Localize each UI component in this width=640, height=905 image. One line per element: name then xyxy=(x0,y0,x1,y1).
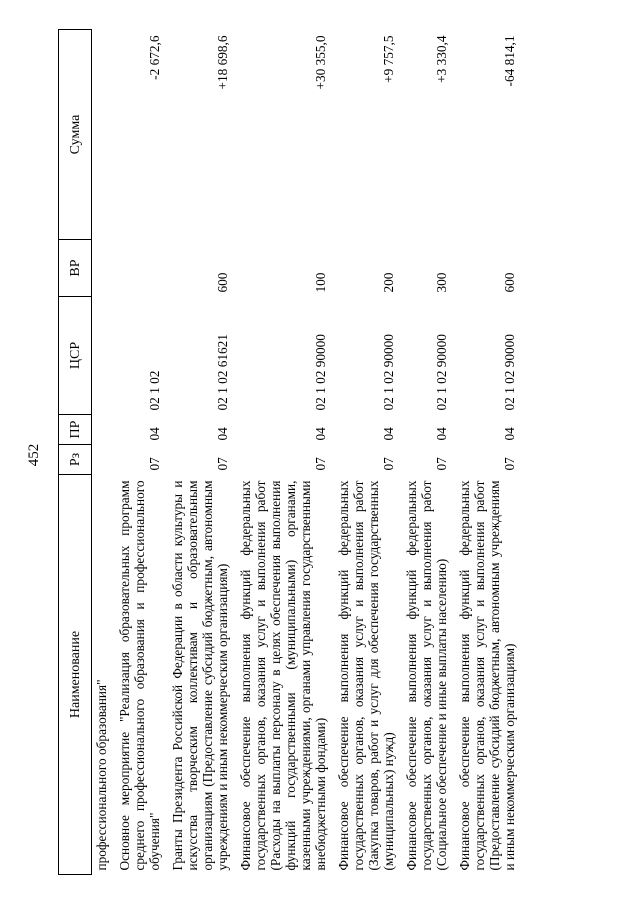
row-csr: 02 1 02 61621 xyxy=(215,334,230,411)
row-vr: 200 xyxy=(381,272,396,293)
header-vr: ВР xyxy=(59,240,92,297)
header-sum: Сумма xyxy=(59,30,92,240)
table-row xyxy=(451,30,519,875)
page-number: 452 xyxy=(26,443,42,467)
table-row xyxy=(111,30,164,875)
header-name: Наименование xyxy=(59,475,92,875)
header-rz: Рз xyxy=(59,445,92,475)
row-name: Финансовое обеспечение выполнения функций федеральных государственных органов, оказания услуг и выполнения работ (Закупка товаров, работ и услуг для обеспечения государственных (муниципальных) нужд) xyxy=(336,480,396,871)
budget-table xyxy=(58,29,519,875)
row-name: Финансовое обеспечение выполнения функций федеральных государственных органов, оказания услуг и выполнения работ (Расходы на выплаты персоналу в целях обеспечения выполнения функций государственными (муниципальными) органами, казенными учреждениями, органами управления государственными внебюджетными фондами) xyxy=(238,480,328,871)
row-pr: 04 xyxy=(381,427,396,441)
row-vr: 100 xyxy=(313,272,328,293)
table-row xyxy=(330,30,398,875)
row-sum: +30 355,0 xyxy=(313,35,328,90)
row-csr: 02 1 02 xyxy=(147,370,162,411)
row-pr: 04 xyxy=(147,427,162,441)
row-name: Основное мероприятие "Реализация образовательных программ среднего профессионального образования и профессионального обучения" xyxy=(117,480,162,871)
row-name: Финансовое обеспечение выполнения функций федеральных государственных органов, оказания услуг и выполнения работ (Предоставление субсидий бюджетным, автономным учреждениям и иным некоммерческим организациям) xyxy=(457,480,517,871)
row-vr: 300 xyxy=(434,272,449,293)
row-vr xyxy=(111,240,164,297)
header-csr: ЦСР xyxy=(59,297,92,415)
row-csr: 02 1 02 90000 xyxy=(434,334,449,411)
table-row xyxy=(164,30,232,875)
row-rz: 07 xyxy=(313,457,328,471)
row-rz: 07 xyxy=(434,457,449,471)
continuation-text: профессионального образования" xyxy=(94,679,109,871)
table-row xyxy=(398,30,451,875)
row-pr: 04 xyxy=(215,427,230,441)
row-csr: 02 1 02 90000 xyxy=(313,334,328,411)
row-pr: 04 xyxy=(313,427,328,441)
row-rz: 07 xyxy=(381,457,396,471)
row-csr: 02 1 02 90000 xyxy=(502,334,517,411)
row-vr: 600 xyxy=(215,272,230,293)
row-csr: 02 1 02 90000 xyxy=(381,334,396,411)
row-name: Финансовое обеспечение выполнения функций федеральных государственных органов, оказания услуг и выполнения работ (Социальное обеспечение и иные выплаты населению) xyxy=(404,480,449,871)
header-pr: ПР xyxy=(59,415,92,445)
row-sum: +9 757,5 xyxy=(381,35,396,83)
row-vr: 600 xyxy=(502,272,517,293)
row-sum: -2 672,6 xyxy=(147,35,162,80)
table-row-continuation xyxy=(92,30,112,875)
row-rz: 07 xyxy=(215,457,230,471)
table-row xyxy=(232,30,330,875)
row-sum: -64 814,1 xyxy=(502,35,517,87)
row-rz: 07 xyxy=(502,457,517,471)
row-sum: +3 330,4 xyxy=(434,35,449,83)
row-name: Гранты Президента Российской Федерации в области культуры и искусства творческим коллективам и образовательным организациям (Предоставление субсидий бюджетным, автономным учреждениям и иным некоммерческим организациям) xyxy=(170,480,230,871)
row-sum: +18 698,6 xyxy=(215,35,230,90)
table-header-row xyxy=(59,30,92,875)
row-rz: 07 xyxy=(147,457,162,471)
row-pr: 04 xyxy=(502,427,517,441)
row-pr: 04 xyxy=(434,427,449,441)
